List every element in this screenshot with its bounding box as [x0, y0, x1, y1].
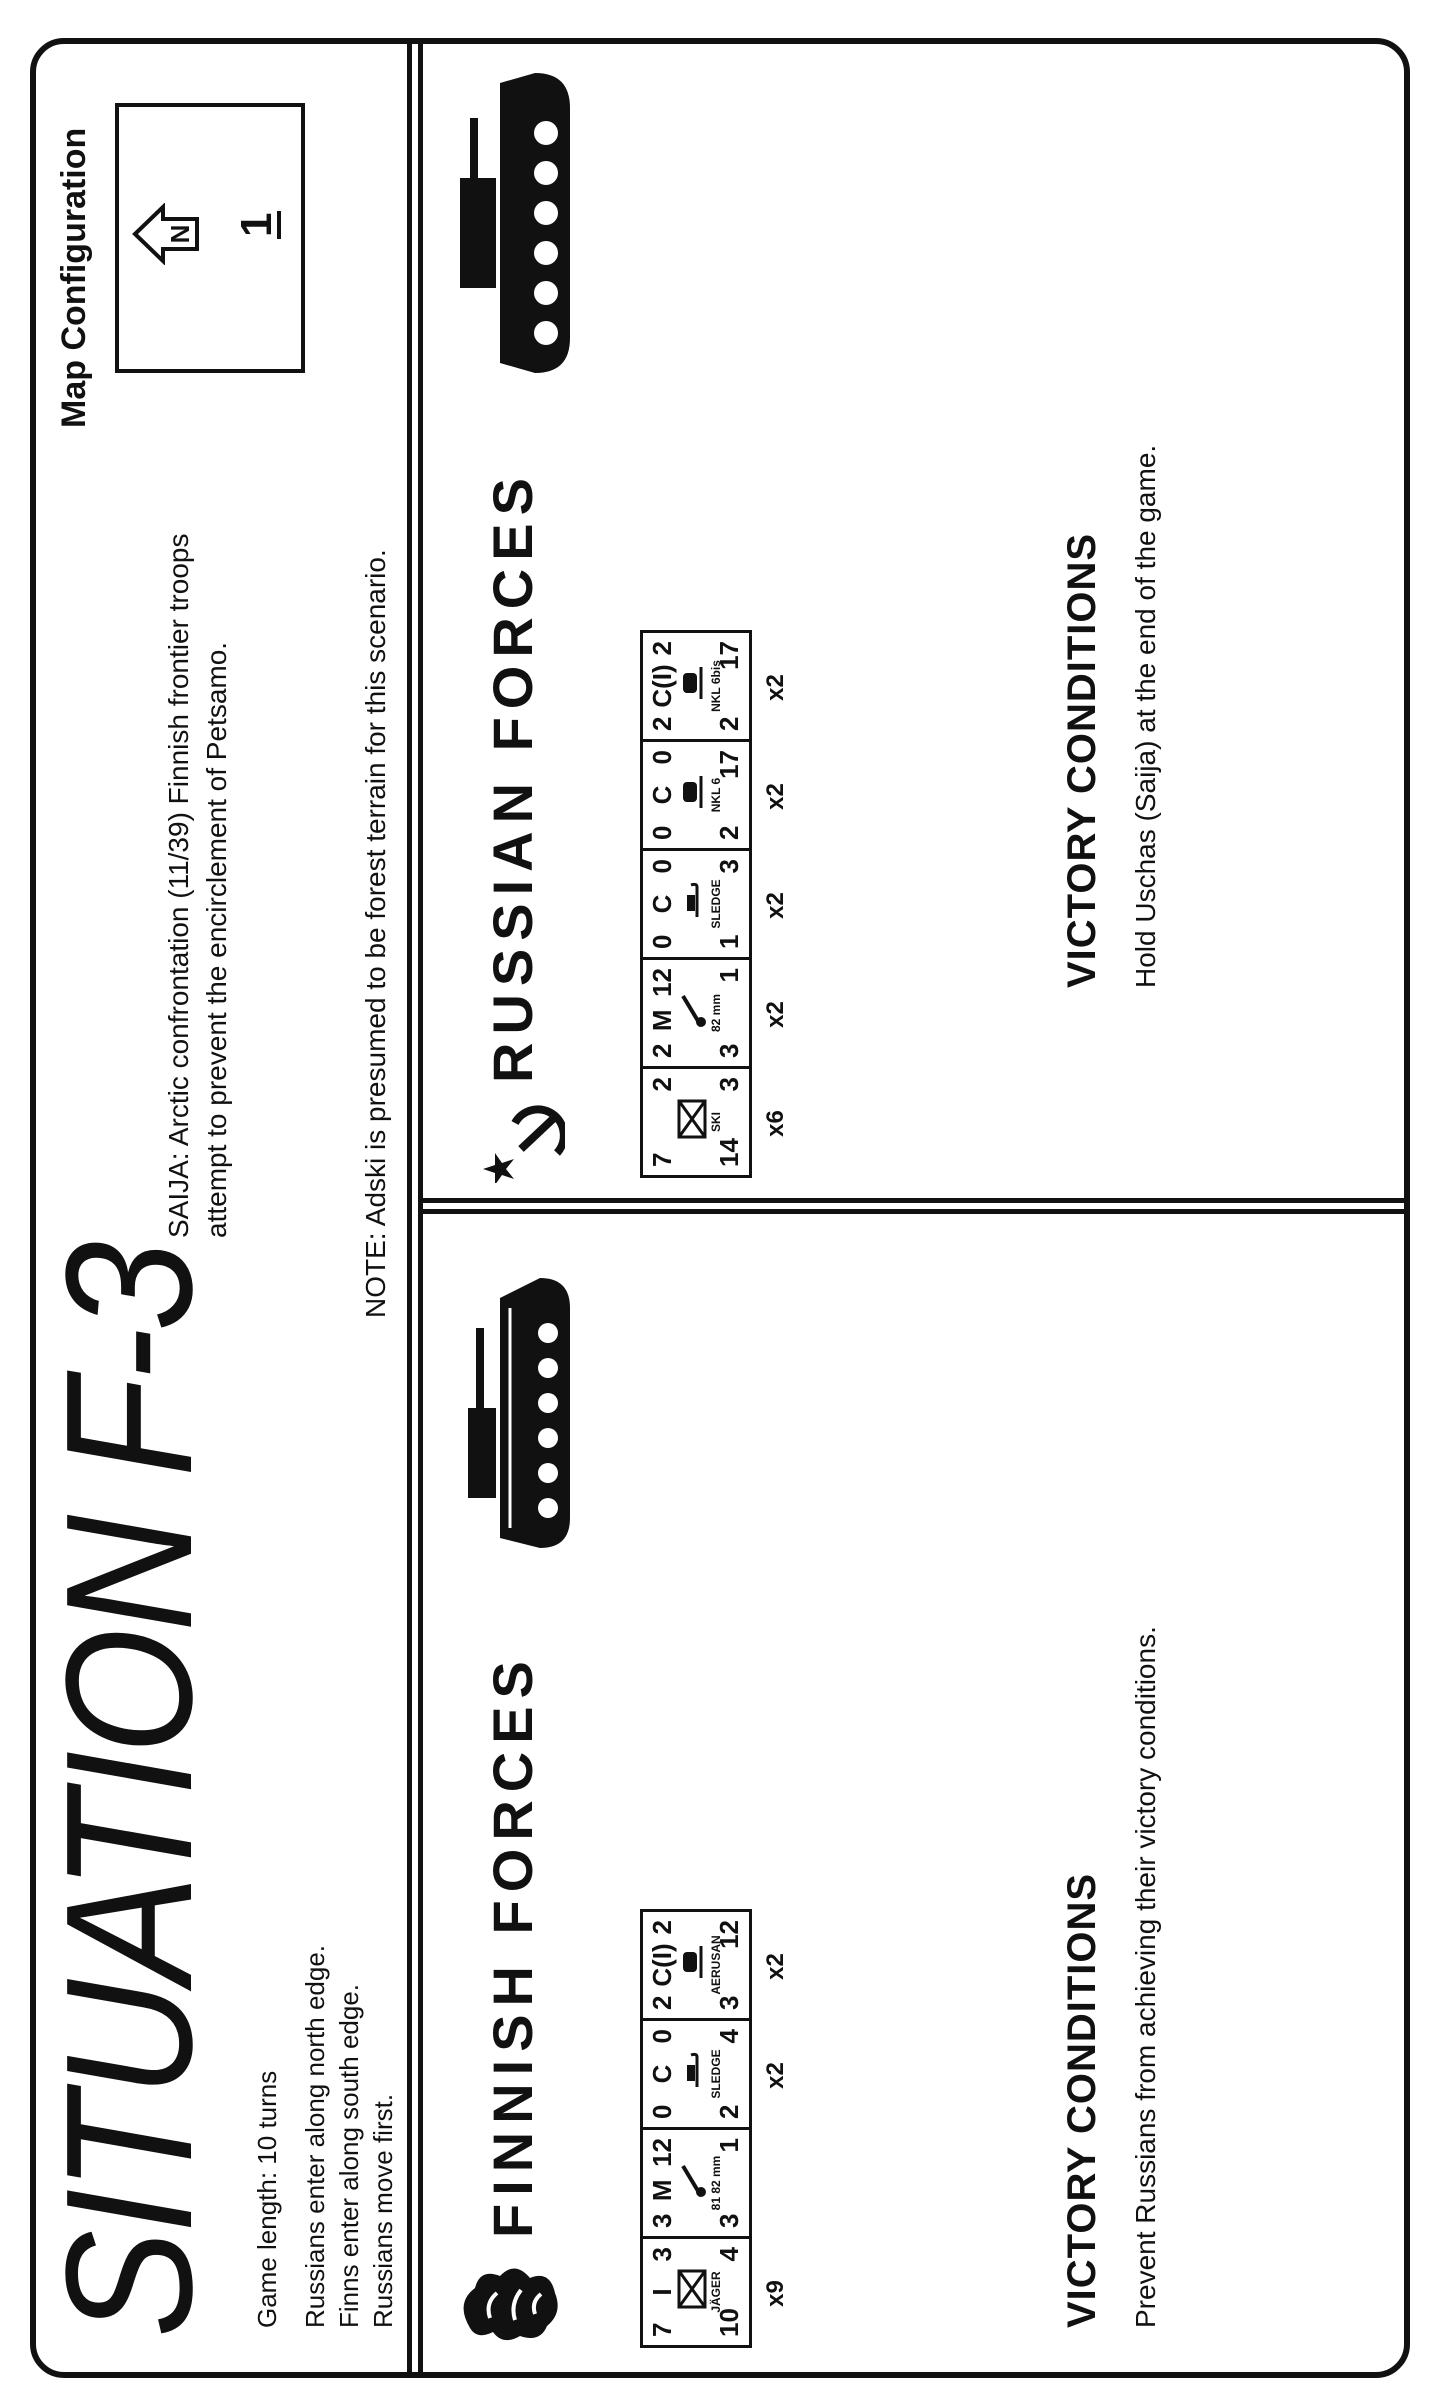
- entry-line-1: Russians enter along north edge.: [300, 1944, 330, 2328]
- counter-value: 7: [647, 1152, 677, 1167]
- counter-unit-label: 81 82 mm: [709, 2155, 723, 2211]
- russian-multipliers: [762, 633, 790, 1178]
- counter-unit-label: NKL 6: [709, 777, 723, 813]
- counter-unit-label: AERUSAN: [709, 1935, 723, 1995]
- counter-value: 0: [647, 2104, 677, 2119]
- counter-unit-label: NKL 6bis: [709, 660, 723, 712]
- infantry-symbol-icon: [677, 1099, 707, 1139]
- counter-value: 2: [647, 1043, 677, 1058]
- counter-multiplier: x2: [762, 1953, 789, 1980]
- counter-multiplier: x2: [762, 674, 789, 701]
- counter-unit-label: 82 mm: [709, 993, 723, 1033]
- counter-value: 12: [647, 2138, 677, 2167]
- russian-victory-text: Hold Uschas (Saija) at the end of the game.: [1130, 444, 1161, 988]
- counter-value: 2: [714, 716, 744, 731]
- counter-value: 2: [714, 825, 744, 840]
- counter-value: 1: [714, 934, 744, 949]
- header-divider-bottom: [418, 44, 423, 2372]
- finnish-counter-2: [640, 2127, 752, 2239]
- russian-counter-1: [640, 1066, 752, 1178]
- counter-unit-label: SKI: [709, 1112, 723, 1133]
- counter-multiplier: x9: [762, 2280, 789, 2307]
- hammer-sickle-icon: [475, 1103, 565, 1183]
- map-configuration-box: [115, 103, 305, 373]
- counter-multiplier: [762, 2130, 790, 2239]
- counter-value: 2: [647, 1920, 677, 1935]
- counter-value: 0: [647, 934, 677, 949]
- russian-counter-row: [640, 633, 752, 1178]
- finnish-multipliers: [762, 1912, 790, 2348]
- counter-value: 4: [714, 2247, 744, 2262]
- counter-value: 3: [714, 1043, 744, 1058]
- counter-value: 0: [647, 2029, 677, 2044]
- finnish-counter-3: [640, 2018, 752, 2130]
- finnish-victory-title: VICTORY CONDITIONS: [1060, 1872, 1104, 2328]
- counter-value: 2: [647, 1077, 677, 1092]
- counter-value: 1: [714, 2138, 744, 2153]
- counter-multiplier: x2: [762, 2062, 789, 2089]
- finnish-victory-text: Prevent Russians from achieving their victory conditions.: [1130, 1626, 1161, 2328]
- counter-value: 2: [714, 2104, 744, 2119]
- counter-value: C(I): [647, 664, 677, 708]
- map-configuration-title: Map Configuration: [55, 127, 93, 428]
- russian-victory-title: VICTORY CONDITIONS: [1060, 532, 1104, 988]
- counter-value: 10: [714, 2308, 744, 2337]
- counter-value: 3: [714, 1995, 744, 2010]
- entry-line-2: Finns enter along south edge.: [334, 1983, 364, 2328]
- counter-value: 17: [714, 750, 744, 779]
- counter-unit-label: JÄGER: [709, 2271, 723, 2313]
- intro-block: [250, 1945, 400, 2328]
- game-length: Game length: 10 turns: [252, 2070, 282, 2328]
- scenario-description: SAIJA: Arctic confrontation (11/39) Finnish frontier troops attempt to prevent the encirclement of Petsamo.: [163, 533, 232, 1238]
- finnish-forces-title: FINNISH FORCES: [481, 1653, 544, 2238]
- entry-line-3: Russians move first.: [368, 2093, 398, 2328]
- column-divider-left: [418, 1209, 1408, 1214]
- finnish-tank-icon: [440, 1268, 580, 1558]
- counter-multiplier: x2: [762, 1001, 789, 1028]
- north-glyph: N: [165, 224, 195, 244]
- counter-value: M: [647, 1009, 677, 1032]
- counter-value: 2: [647, 1995, 677, 2010]
- north-arrow-icon: [131, 203, 201, 265]
- counter-value: M: [647, 2179, 677, 2202]
- terrain-note: NOTE: Adski is presumed to be forest terrain for this scenario.: [360, 549, 391, 1318]
- counter-value: 3: [714, 1077, 744, 1092]
- aerosan-symbol-icon: [677, 1942, 707, 1982]
- counter-value: 2: [647, 716, 677, 731]
- counter-value: C: [647, 785, 677, 805]
- counter-value: 12: [647, 968, 677, 997]
- counter-multiplier: x2: [762, 783, 789, 810]
- russian-tank-icon: [440, 68, 580, 378]
- map-number: 1: [232, 212, 281, 237]
- counter-value: I: [647, 2288, 677, 2296]
- counter-value: C: [647, 894, 677, 914]
- russian-counter-3: [640, 848, 752, 960]
- counter-value: 2: [647, 641, 677, 656]
- column-divider-right: [418, 1198, 1408, 1203]
- counter-unit-label: SLEDGE: [709, 879, 723, 929]
- counter-multiplier: x2: [762, 892, 789, 919]
- counter-value: 7: [647, 2322, 677, 2337]
- counter-multiplier: x6: [762, 1110, 789, 1137]
- finnish-lion-icon: [455, 2258, 565, 2348]
- finnish-counter-row: [640, 1912, 752, 2348]
- counter-value: 17: [714, 641, 744, 670]
- counter-value: 0: [647, 825, 677, 840]
- counter-value: 0: [647, 859, 677, 874]
- counter-value: C(I): [647, 1943, 677, 1987]
- aerosan-symbol-icon: [677, 772, 707, 812]
- counter-unit-label: SLEDGE: [709, 2049, 723, 2099]
- mortar-symbol-icon: [677, 990, 707, 1030]
- counter-value: 1: [714, 968, 744, 983]
- russian-forces-title: RUSSIAN FORCES: [481, 470, 544, 1083]
- counter-value: 3: [647, 2247, 677, 2262]
- russian-counter-2: [640, 957, 752, 1069]
- header-divider-top: [407, 44, 412, 2372]
- russian-counter-5: [640, 630, 752, 742]
- aerosan-symbol-icon: [677, 663, 707, 703]
- counter-value: 12: [714, 1920, 744, 1949]
- counter-value: 3: [714, 2213, 744, 2228]
- infantry-symbol-icon: [677, 2269, 707, 2309]
- finnish-counter-4: [640, 1909, 752, 2021]
- counter-value: 14: [714, 1138, 744, 1167]
- counter-value: 3: [647, 2213, 677, 2228]
- counter-value: C: [647, 2064, 677, 2084]
- counter-value: 4: [714, 2029, 744, 2044]
- sledge-symbol-icon: [677, 2051, 707, 2091]
- russian-counter-4: [640, 739, 752, 851]
- counter-value: 0: [647, 750, 677, 765]
- mortar-symbol-icon: [677, 2160, 707, 2200]
- situation-title: SITUATION F-3: [29, 1244, 230, 2338]
- sledge-symbol-icon: [677, 881, 707, 921]
- finnish-counter-1: [640, 2236, 752, 2348]
- counter-value: 3: [714, 859, 744, 874]
